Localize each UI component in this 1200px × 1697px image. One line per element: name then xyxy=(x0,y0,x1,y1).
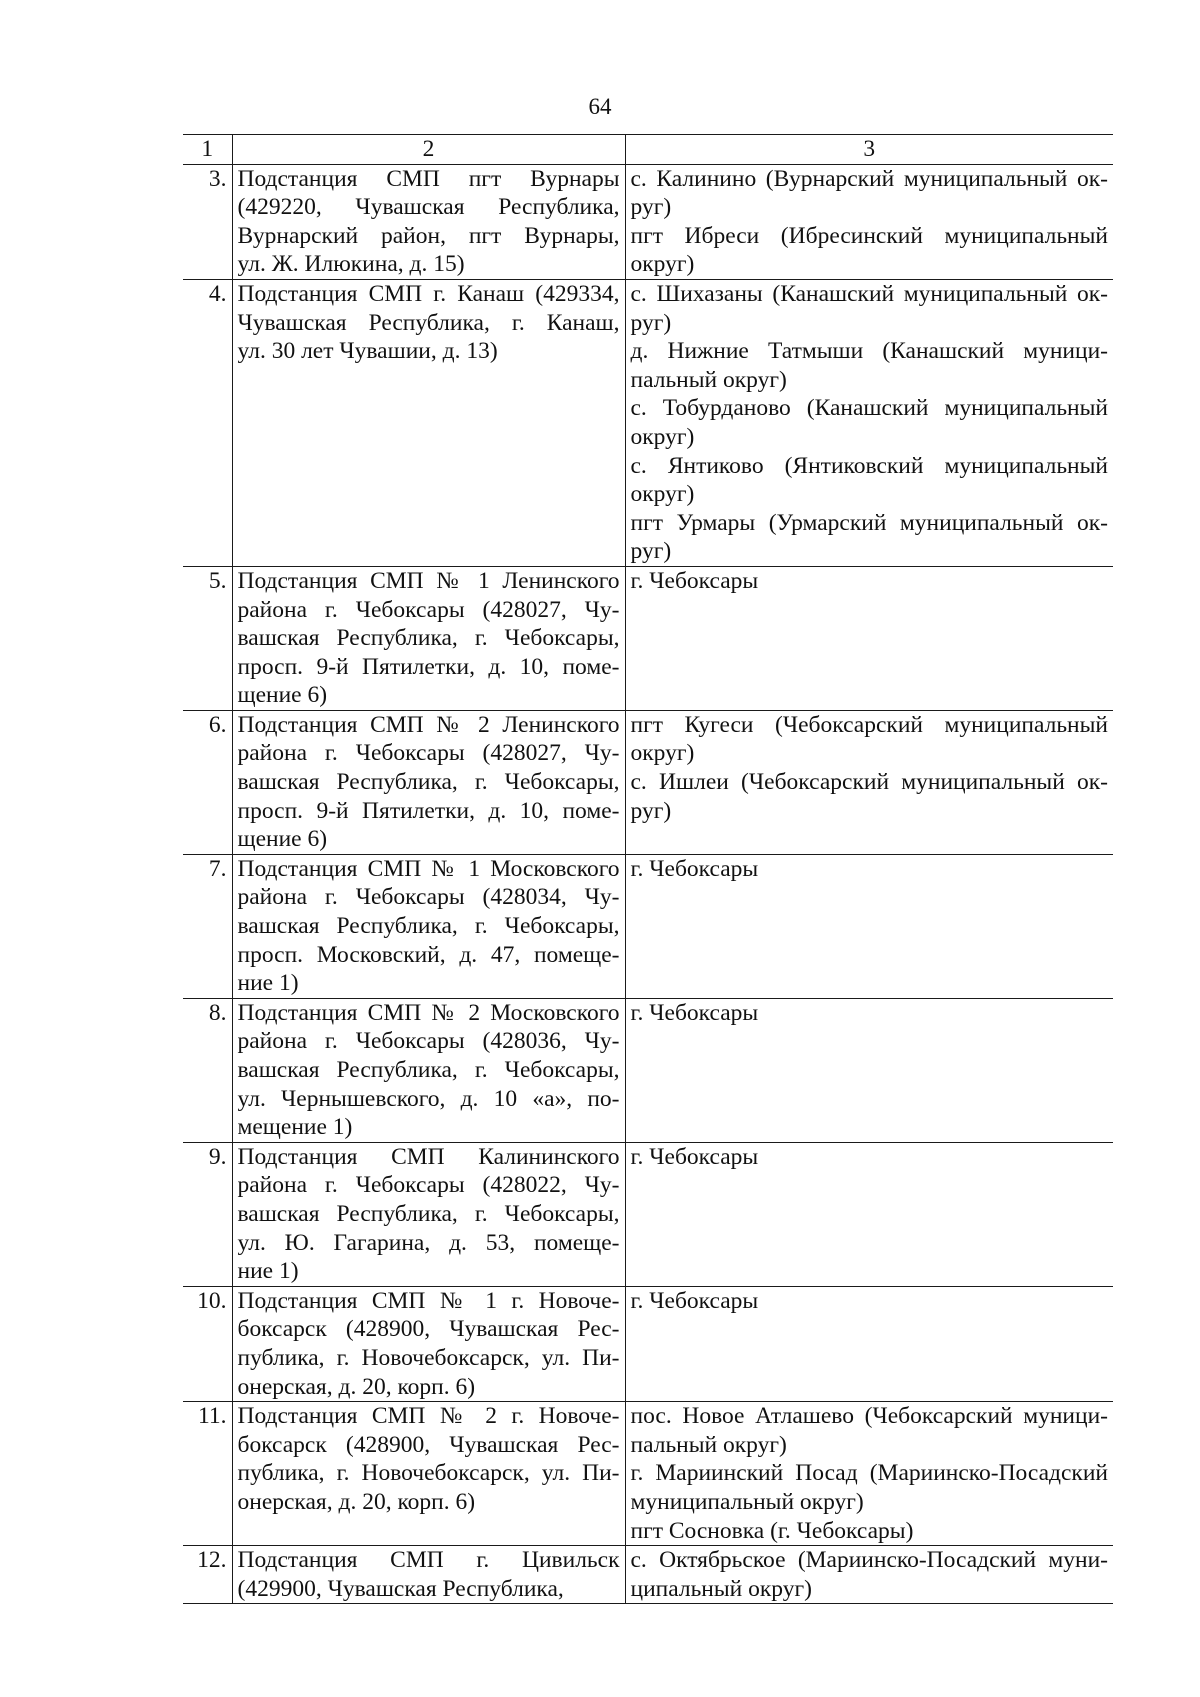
service-area-line: округ) xyxy=(630,740,695,767)
table-row xyxy=(183,1142,1113,1286)
service-area-line: г. Чебоксары xyxy=(630,855,759,882)
column-header-2: 2 xyxy=(232,135,625,165)
row-number: 3. xyxy=(183,164,232,279)
station-line: Подстанция СМП г. Цивильск xyxy=(237,1547,620,1574)
station-line: вашская Республика, г. Чебоксары, xyxy=(237,1200,620,1227)
station-line: Чувашская Республика, г. Канаш, xyxy=(237,309,620,336)
column-header-3: 3 xyxy=(625,135,1113,165)
service-area-line: округ) xyxy=(630,251,695,278)
service-area-line: руг) xyxy=(630,309,672,336)
service-area-line: с. Калинино (Вурнарский муниципальный ок- xyxy=(630,165,1108,192)
table-header-row xyxy=(183,135,1113,165)
station-line: мещение 1) xyxy=(237,1114,353,1141)
service-area-cell xyxy=(625,1402,1113,1546)
station-line: района г. Чебоксары (428022, Чу- xyxy=(237,1172,620,1199)
station-line: ул. Ж. Илюкина, д. 15) xyxy=(237,251,465,278)
service-area-line: с. Янтиково (Янтиковский муниципальный xyxy=(630,452,1108,479)
station-cell xyxy=(232,566,625,710)
service-area-line: руг) xyxy=(630,194,672,221)
service-area-cell xyxy=(625,566,1113,710)
service-area-line: с. Октябрьское (Мариинско-Посадский муни- xyxy=(630,1547,1108,1574)
station-line: района г. Чебоксары (428036, Чу- xyxy=(237,1028,620,1055)
station-line: боксарск (428900, Чувашская Рес- xyxy=(237,1431,620,1458)
table-row xyxy=(183,710,1113,854)
table-row xyxy=(183,1286,1113,1401)
service-area-line: г. Чебоксары xyxy=(630,999,759,1026)
station-line: Вурнарский район, пгт Вурнары, xyxy=(237,222,620,249)
station-line: Подстанция СМП пгт Вурнары xyxy=(237,165,620,192)
station-cell xyxy=(232,1286,625,1401)
service-area-line: пгт Кугеси (Чебоксарский муниципальный xyxy=(630,711,1108,738)
station-line: Подстанция СМП Калининского xyxy=(237,1143,620,1170)
station-line: ние 1) xyxy=(237,1258,299,1285)
station-line: онерская, д. 20, корп. 6) xyxy=(237,1373,476,1400)
station-line: (429220, Чувашская Республика, xyxy=(237,194,620,221)
station-cell xyxy=(232,1142,625,1286)
service-area-line: руг) xyxy=(630,538,672,565)
row-number: 12. xyxy=(183,1546,232,1604)
row-number: 7. xyxy=(183,854,232,998)
station-line: публика, г. Новочебоксарск, ул. Пи- xyxy=(237,1460,620,1487)
service-area-line: г. Чебоксары xyxy=(630,1143,759,1170)
service-area-line: руг) xyxy=(630,797,672,824)
service-area-line: с. Тобурданово (Канашский муниципальный xyxy=(630,395,1108,422)
station-line: просп. Московский, д. 47, помеще- xyxy=(237,941,620,968)
station-line: боксарск (428900, Чувашская Рес- xyxy=(237,1316,620,1343)
station-line: вашская Республика, г. Чебоксары, xyxy=(237,1057,620,1083)
row-number: 5. xyxy=(183,566,232,710)
table-row xyxy=(183,279,1113,566)
row-number: 9. xyxy=(183,1142,232,1286)
table-body xyxy=(183,164,1113,1604)
row-number: 11. xyxy=(183,1402,232,1546)
page-number: 64 xyxy=(588,94,612,119)
service-area-line: г. Чебоксары xyxy=(630,567,759,594)
row-number: 10. xyxy=(183,1286,232,1401)
service-area-line: пальный округ) xyxy=(630,1431,787,1458)
table-row xyxy=(183,566,1113,710)
service-area-line: с. Шихазаны (Канашский муниципальный ок- xyxy=(630,280,1108,307)
station-cell xyxy=(232,710,625,854)
service-area-cell xyxy=(625,1286,1113,1401)
station-cell xyxy=(232,1402,625,1546)
table-row xyxy=(183,164,1113,279)
station-line: просп. 9-й Пятилетки, д. 10, поме- xyxy=(237,653,620,680)
service-area-cell xyxy=(625,164,1113,279)
station-line: Подстанция СМП № 2 Московского xyxy=(237,999,620,1026)
service-area-line: округ) xyxy=(630,481,695,508)
service-area-line: пгт Ибреси (Ибресинский муниципальный xyxy=(630,222,1108,249)
service-area-cell xyxy=(625,710,1113,854)
service-area-line: округ) xyxy=(630,423,695,450)
station-line: Подстанция СМП г. Канаш (429334, xyxy=(237,280,620,307)
table-row xyxy=(183,854,1113,998)
service-area-line: пгт Сосновка (г. Чебоксары) xyxy=(630,1517,914,1544)
station-line: ул. Чернышевского, д. 10 «а», по- xyxy=(237,1085,620,1112)
table-row xyxy=(183,1546,1113,1604)
service-area-line: д. Нижние Татмыши (Канашский муници- xyxy=(630,338,1108,365)
service-area-cell xyxy=(625,1142,1113,1286)
service-area-cell xyxy=(625,1546,1113,1604)
station-line: ул. Ю. Гагарина, д. 53, помеще- xyxy=(237,1229,620,1256)
service-area-line: пгт Урмары (Урмарский муниципальный ок- xyxy=(630,509,1108,536)
table-row xyxy=(183,998,1113,1142)
row-number: 8. xyxy=(183,998,232,1142)
column-header-1: 1 xyxy=(183,135,232,165)
row-number: 4. xyxy=(183,279,232,566)
station-line: публика, г. Новочебоксарск, ул. Пи- xyxy=(237,1344,620,1371)
station-cell xyxy=(232,998,625,1142)
station-line: щение 6) xyxy=(237,682,328,709)
row-number: 6. xyxy=(183,710,232,854)
station-line: Подстанция СМП № 2 Ленинского xyxy=(237,711,620,738)
service-area-cell xyxy=(625,998,1113,1142)
station-cell xyxy=(232,164,625,279)
service-area-line: муниципальный округ) xyxy=(630,1488,864,1515)
station-line: вашская Республика, г. Чебоксары, xyxy=(237,625,620,652)
station-line: онерская, д. 20, корп. 6) xyxy=(237,1488,476,1515)
station-line: вашская Республика, г. Чебоксары, xyxy=(237,769,620,796)
service-area-line: г. Чебоксары xyxy=(630,1287,759,1314)
station-cell xyxy=(232,1546,625,1604)
station-line: района г. Чебоксары (428027, Чу- xyxy=(237,740,620,767)
station-line: Подстанция СМП № 1 Ленинского xyxy=(237,567,620,594)
station-line: Подстанция СМП № 2 г. Новоче- xyxy=(237,1403,620,1430)
station-line: (429900, Чувашская Республика, xyxy=(237,1575,564,1602)
station-line: вашская Республика, г. Чебоксары, xyxy=(237,913,620,940)
station-line: ние 1) xyxy=(237,970,299,997)
service-area-line: г. Мариинский Посад (Мариинско-Посадский xyxy=(630,1460,1108,1487)
station-line: щение 6) xyxy=(237,826,328,853)
service-area-line: с. Ишлеи (Чебоксарский муниципальный ок- xyxy=(630,769,1108,796)
service-area-line: пос. Новое Атлашево (Чебоксарский муници- xyxy=(630,1403,1108,1430)
service-area-cell xyxy=(625,279,1113,566)
service-area-line: ципальный округ) xyxy=(630,1575,812,1602)
service-area-cell xyxy=(625,854,1113,998)
station-line: Подстанция СМП № 1 г. Новоче- xyxy=(237,1287,620,1314)
service-area-line: пальный округ) xyxy=(630,366,787,393)
station-line: ул. 30 лет Чувашии, д. 13) xyxy=(237,338,498,365)
station-cell xyxy=(232,854,625,998)
station-line: района г. Чебоксары (428027, Чу- xyxy=(237,596,620,623)
station-line: просп. 9-й Пятилетки, д. 10, поме- xyxy=(237,797,620,824)
station-line: района г. Чебоксары (428034, Чу- xyxy=(237,884,620,911)
station-line: Подстанция СМП № 1 Московского xyxy=(237,855,620,882)
stations-table xyxy=(183,134,1113,1604)
table-row xyxy=(183,1402,1113,1546)
station-cell xyxy=(232,279,625,566)
